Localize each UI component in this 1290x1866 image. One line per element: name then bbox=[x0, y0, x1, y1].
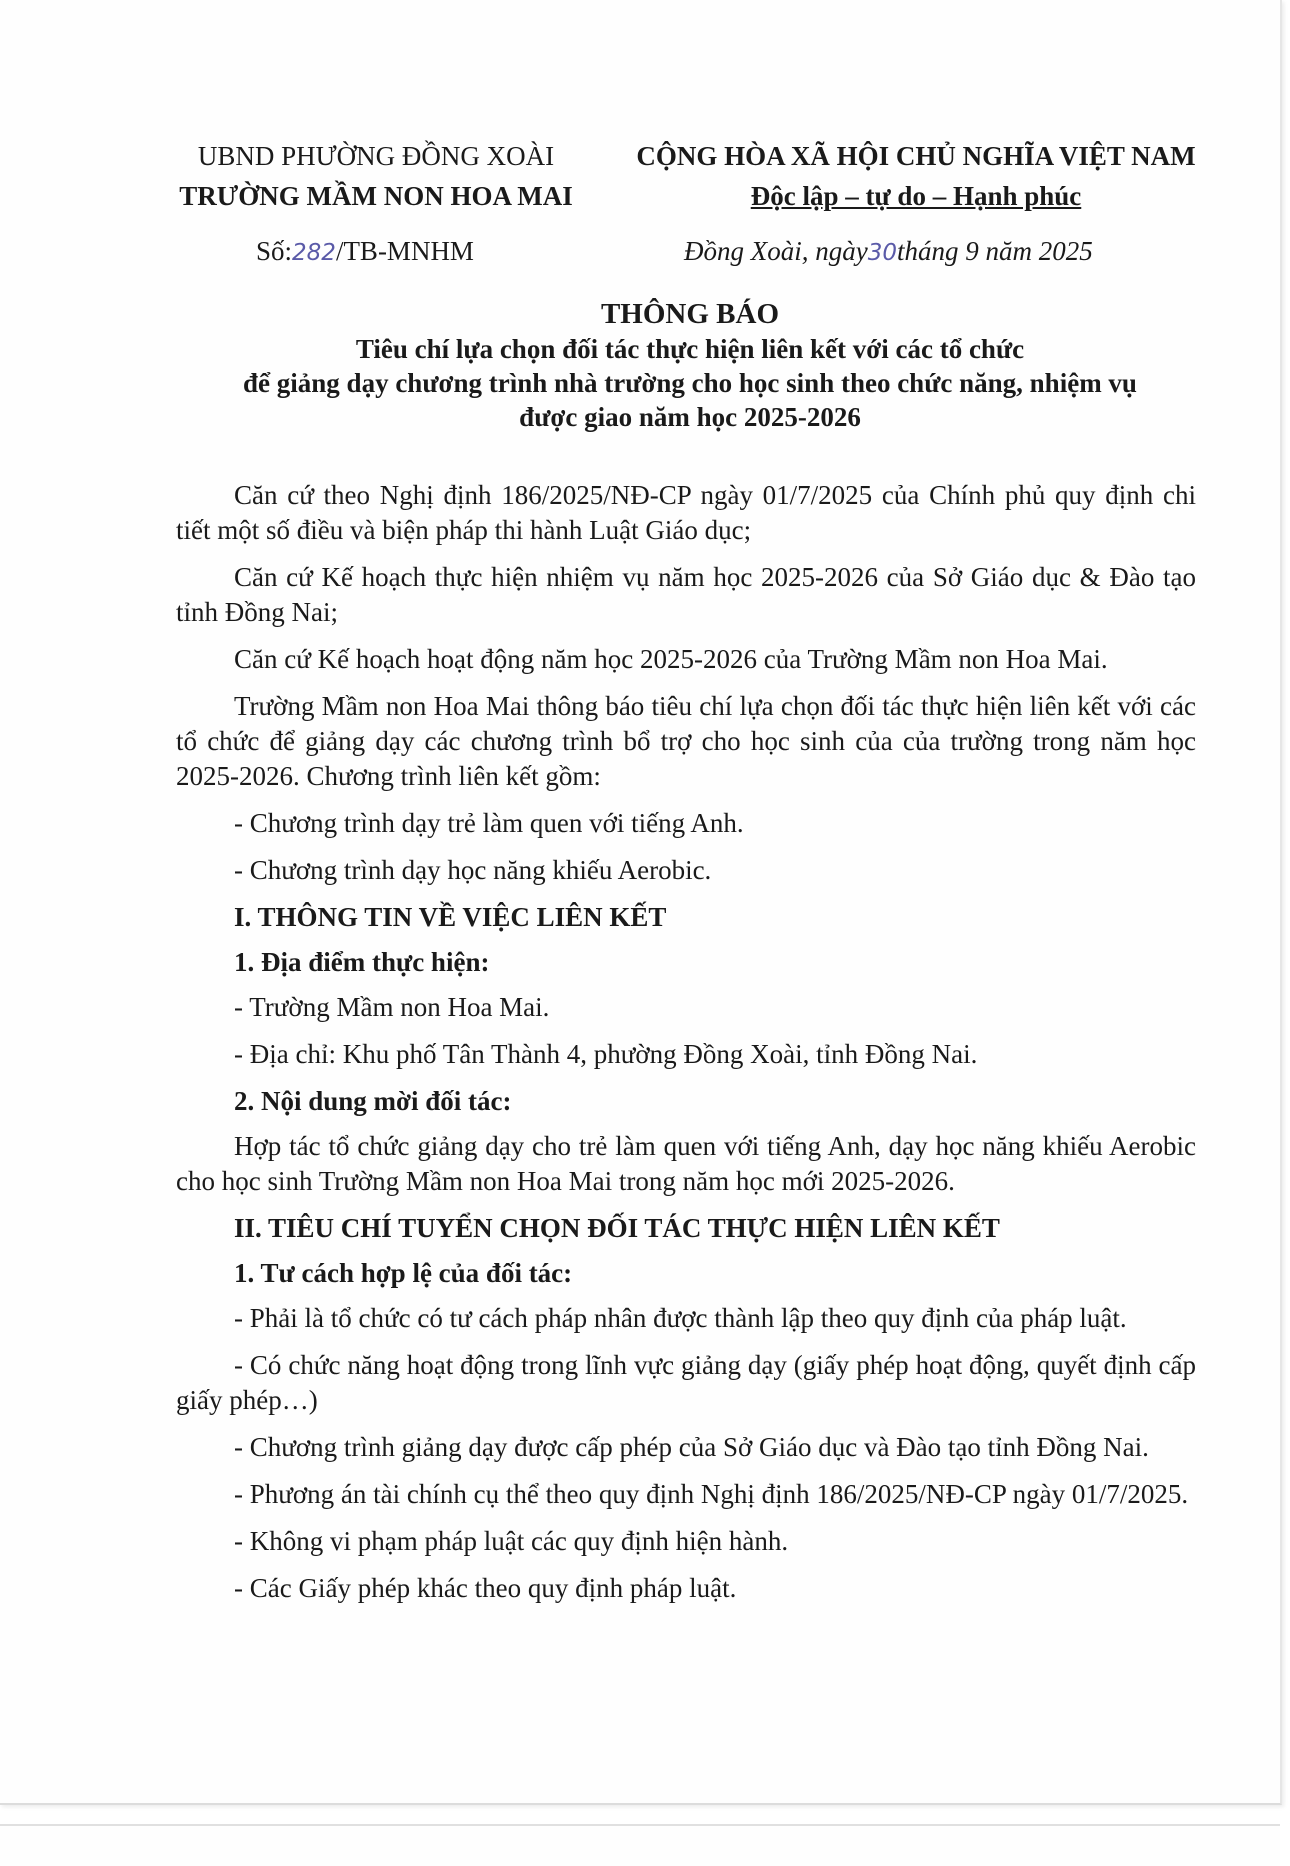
nation-name: CỘNG HÒA XÃ HỘI CHỦ NGHĨA VIỆT NAM bbox=[636, 141, 1196, 171]
program-item-english: - Chương trình dạy trẻ làm quen với tiếng Anh. bbox=[234, 808, 744, 838]
document-number bbox=[256, 236, 474, 267]
subsection-eligibility-heading: 1. Tư cách hợp lệ của đối tác: bbox=[234, 1258, 573, 1288]
title-line-3: được giao năm học 2025-2026 bbox=[519, 402, 861, 432]
title-line-1: Tiêu chí lựa chọn đối tác thực hiện liên kết với các tổ chức bbox=[355, 334, 1025, 364]
subsection-location-heading: 1. Địa điểm thực hiện: bbox=[234, 947, 490, 977]
nation-motto: Độc lập – tự do – Hạnh phúc bbox=[750, 181, 1082, 211]
paragraph-legal-basis-1: Căn cứ theo Nghị định 186/2025/NĐ-CP ngày 01/7/2025 của Chính phủ quy định chi tiết một số điều và biện pháp thi hành Luật Giáo dục; bbox=[176, 480, 1196, 545]
next-page-edge bbox=[0, 1824, 1280, 1866]
document-date bbox=[684, 236, 1093, 267]
date-after: tháng 9 năm 2025 bbox=[897, 236, 1093, 266]
paragraph-announcement: Trường Mầm non Hoa Mai thông báo tiêu chí lựa chọn đối tác thực hiện liên kết với các tổ chức để giảng dạy các chương trình bổ trợ cho học sinh của của trường trong năm học 2025-2026. Chương trình liên kết gồm: bbox=[176, 691, 1196, 791]
subsection-content-heading: 2. Nội dung mời đối tác: bbox=[234, 1086, 512, 1116]
document-body bbox=[176, 478, 1196, 1618]
criteria-item-4: - Phương án tài chính cụ thể theo quy định Nghị định 186/2025/NĐ-CP ngày 01/7/2025. bbox=[234, 1479, 1189, 1509]
nation-header bbox=[616, 136, 1216, 216]
document-title: THÔNG BÁO bbox=[600, 298, 780, 330]
authority-name: UBND PHƯỜNG ĐỒNG XOÀI bbox=[197, 141, 555, 171]
criteria-item-6: - Các Giấy phép khác theo quy định pháp luật. bbox=[234, 1573, 737, 1603]
doc-number-handwritten: 282 bbox=[292, 240, 336, 266]
criteria-item-5: - Không vi phạm pháp luật các quy định hiện hành. bbox=[234, 1526, 789, 1556]
issuer-header bbox=[176, 136, 576, 216]
doc-number-suffix: /TB-MNHM bbox=[335, 236, 474, 266]
date-handwritten-day: 30 bbox=[867, 240, 898, 266]
doc-number-prefix: Số: bbox=[256, 236, 293, 266]
date-before: Đồng Xoài, ngày bbox=[684, 236, 868, 266]
content-paragraph: Hợp tác tổ chức giảng dạy cho trẻ làm quen với tiếng Anh, dạy học năng khiếu Aerobic cho học sinh Trường Mầm non Hoa Mai trong năm học mới 2025-2026. bbox=[176, 1131, 1196, 1196]
location-item-address: - Địa chỉ: Khu phố Tân Thành 4, phường Đồng Xoài, tỉnh Đồng Nai. bbox=[234, 1039, 978, 1069]
program-item-aerobic: - Chương trình dạy học năng khiếu Aerobic. bbox=[234, 855, 712, 885]
criteria-item-3: - Chương trình giảng dạy được cấp phép của Sở Giáo dục và Đào tạo tỉnh Đồng Nai. bbox=[234, 1432, 1149, 1462]
title-line-2: để giảng dạy chương trình nhà trường cho học sinh theo chức năng, nhiệm vụ bbox=[243, 368, 1137, 398]
school-name: TRƯỜNG MẦM NON HOA MAI bbox=[179, 181, 573, 211]
criteria-item-1: - Phải là tổ chức có tư cách pháp nhân được thành lập theo quy định của pháp luật. bbox=[234, 1303, 1127, 1333]
paragraph-legal-basis-3: Căn cứ Kế hoạch hoạt động năm học 2025-2026 của Trường Mầm non Hoa Mai. bbox=[234, 644, 1108, 674]
location-item-school: - Trường Mầm non Hoa Mai. bbox=[234, 992, 550, 1022]
title-block bbox=[140, 296, 1240, 434]
section-2-heading: II. TIÊU CHÍ TUYỂN CHỌN ĐỐI TÁC THỰC HIỆN LIÊN KẾT bbox=[234, 1213, 1000, 1243]
paragraph-legal-basis-2: Căn cứ Kế hoạch thực hiện nhiệm vụ năm học 2025-2026 của Sở Giáo dục & Đào tạo tỉnh Đồng Nai; bbox=[176, 562, 1196, 627]
section-1-heading: I. THÔNG TIN VỀ VIỆC LIÊN KẾT bbox=[234, 902, 667, 932]
criteria-item-2: - Có chức năng hoạt động trong lĩnh vực giảng dạy (giấy phép hoạt động, quyết định cấp giấy phép…) bbox=[176, 1350, 1196, 1415]
